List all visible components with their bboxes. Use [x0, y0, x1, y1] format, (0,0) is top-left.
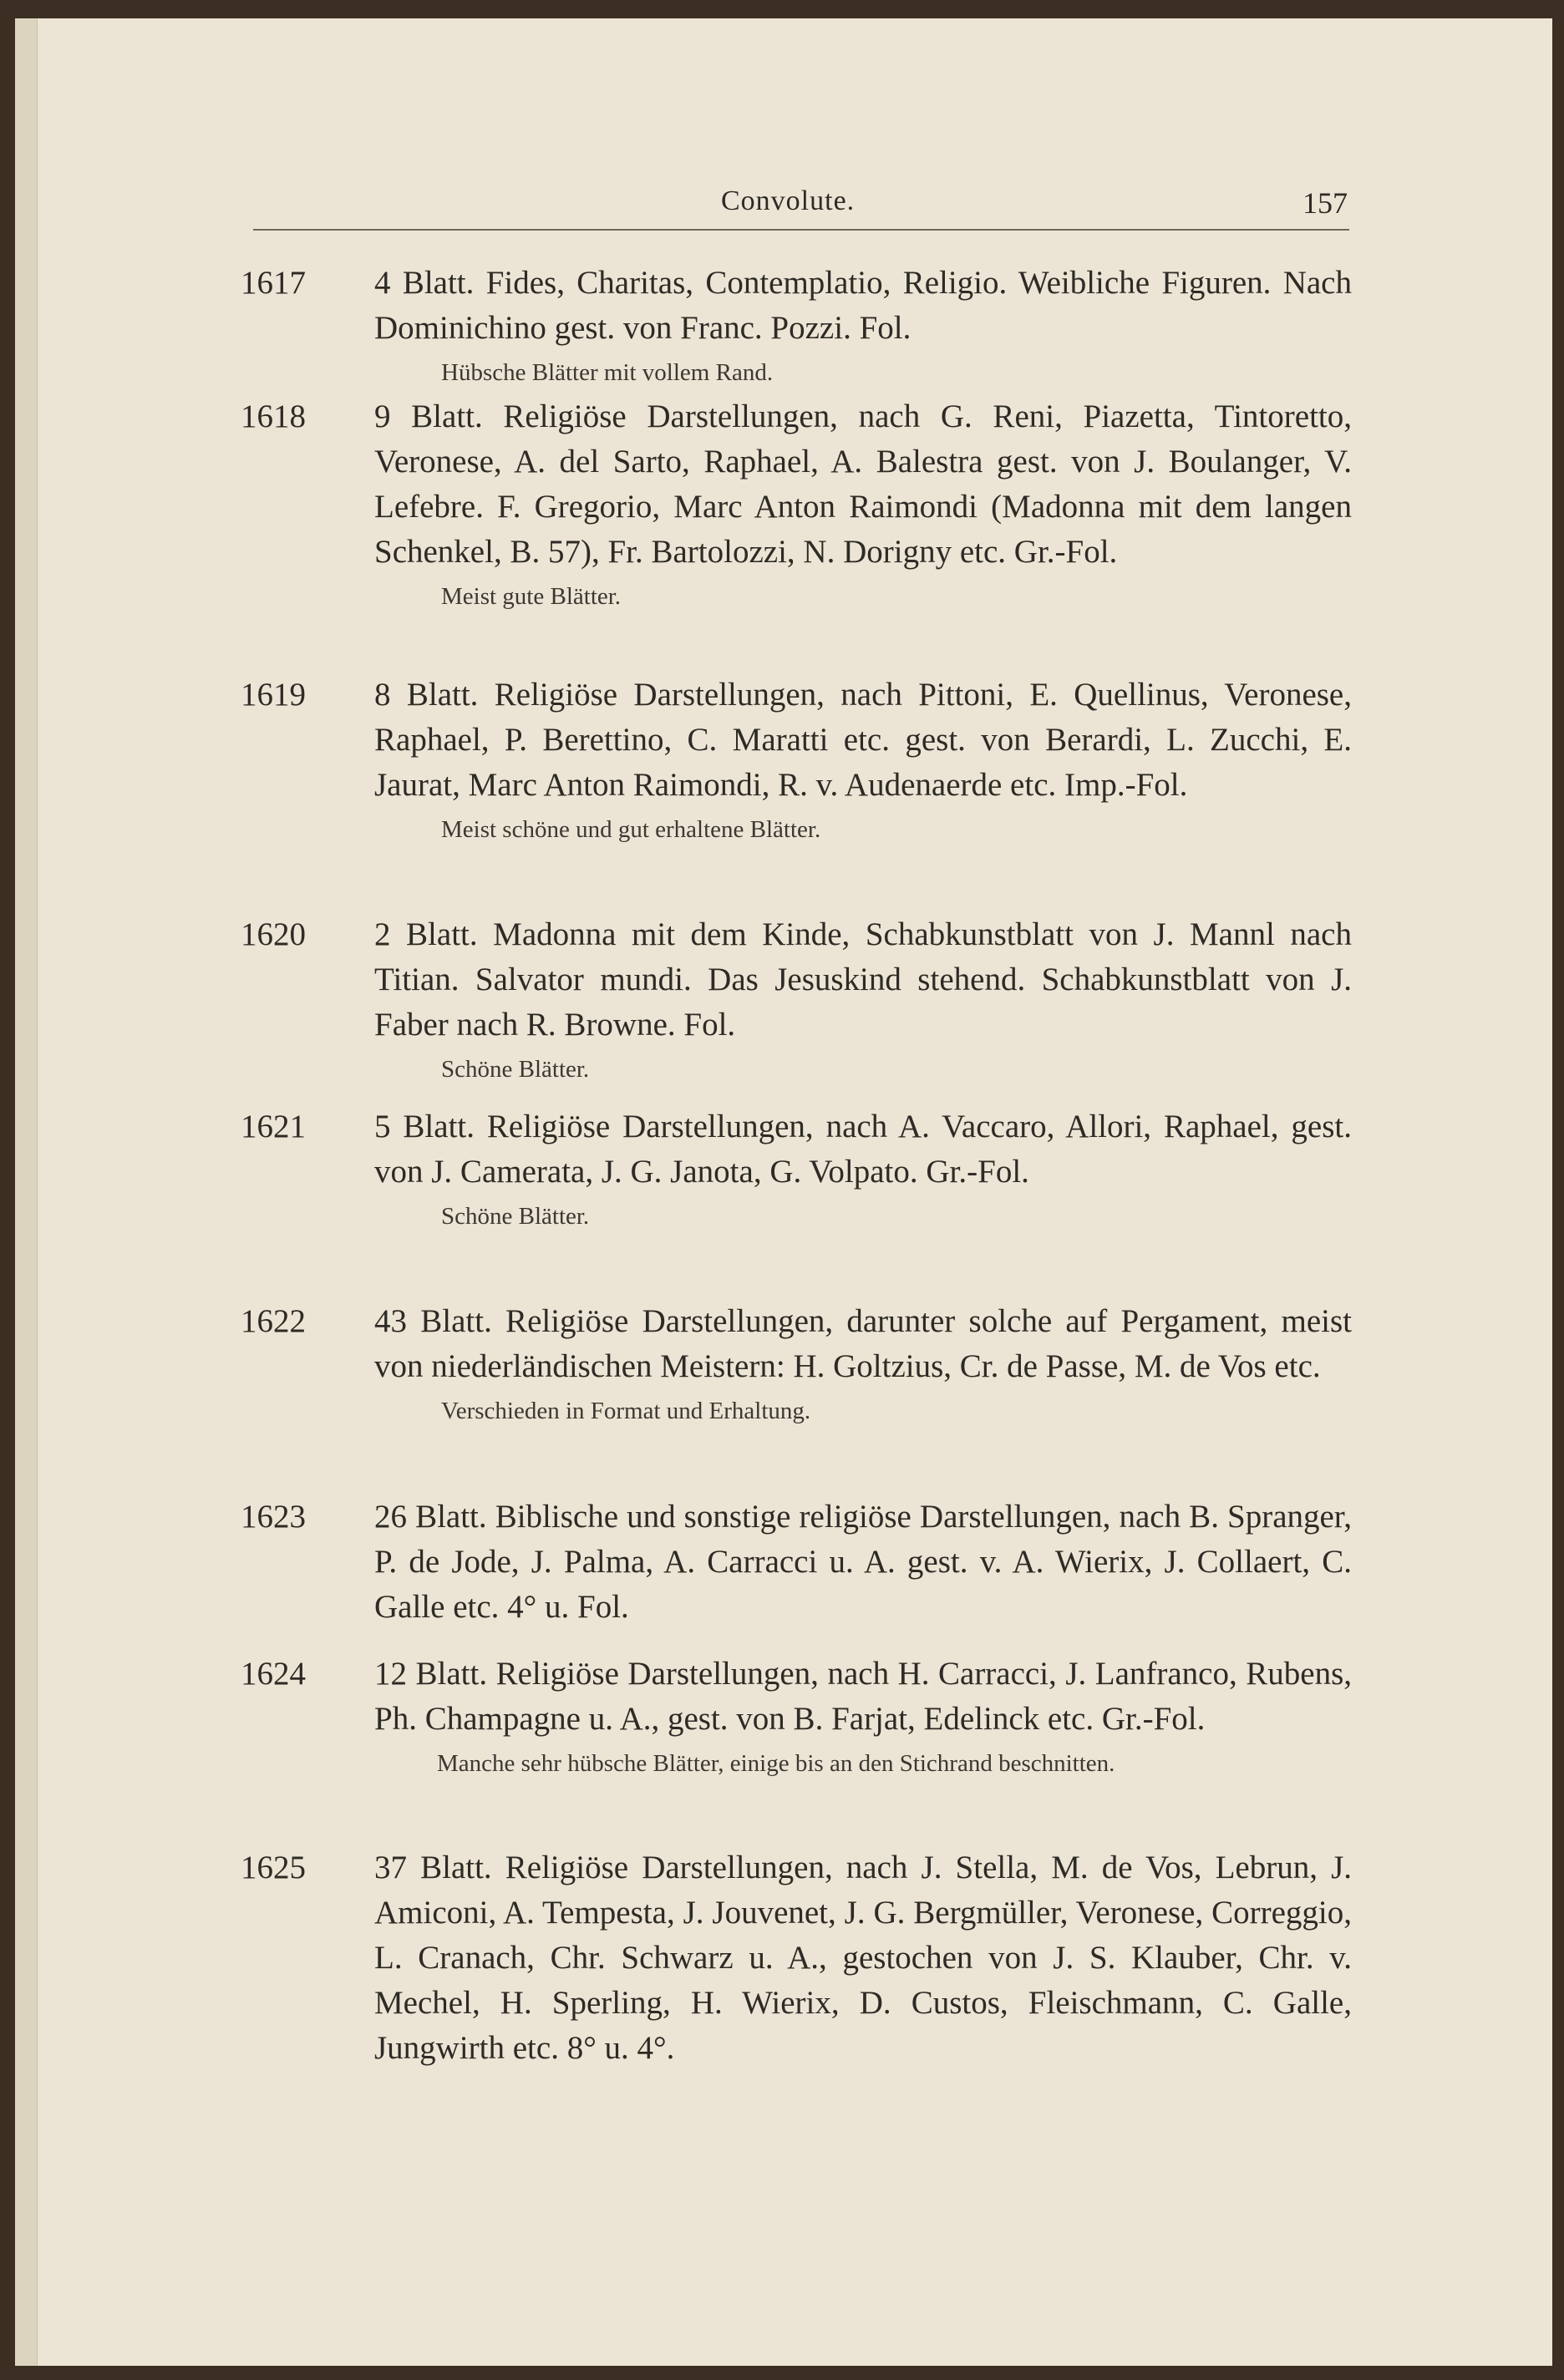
catalog-entry: [241, 1104, 1352, 1233]
entry-number: 1620: [241, 916, 306, 952]
catalog-entry: [241, 394, 1352, 613]
entry-text: 5 Blatt. Religiöse Darstellungen, nach A. Vaccaro, Allori, Raphael, gest. von J. Camerata, J. G. Janota, G. Volpato. Gr.-Fol.: [374, 1109, 1352, 1190]
entry-text: 12 Blatt. Religiöse Darstellungen, nach H. Carracci, J. Lanfranco, Rubens, Ph. Champagne u. A., gest. von B. Farjat, Edelinck etc. Gr.-Fol.: [374, 1656, 1352, 1737]
page-number: 157: [1302, 186, 1348, 220]
entry-number: 1623: [241, 1499, 306, 1535]
entry-note: Meist gute Blätter.: [441, 583, 622, 610]
catalog-entry: [241, 261, 1352, 389]
entry-number: 1624: [241, 1656, 306, 1692]
page-header: [253, 179, 1349, 231]
entry-number: 1621: [241, 1109, 306, 1144]
entry-number: 1625: [241, 1850, 306, 1885]
entry-text: 4 Blatt. Fides, Charitas, Contemplatio, Religio. Weibliche Figuren. Nach Dominichino gest. von Franc. Pozzi. Fol.: [374, 265, 1352, 346]
entry-text: 37 Blatt. Religiöse Darstellungen, nach J. Stella, M. de Vos, Lebrun, J. Amiconi, A. Tempesta, J. Jouvenet, J. G. Bergmüller, Veronese, Correggio, L. Cranach, Chr. Schwarz u. A., gestochen von J. S. Klauber, Chr. v. Mechel, H. Sperling, H. Wierix, D. Custos, Fleischmann, C. Galle, Jungwirth etc. 8° u. 4°.: [374, 1850, 1352, 2066]
catalog-entry: [241, 912, 1352, 1086]
running-title: Convolute.: [721, 185, 856, 216]
entry-number: 1619: [241, 677, 306, 713]
catalog-page: [15, 18, 1552, 2366]
entry-text: 43 Blatt. Religiöse Darstellungen, darunter solche auf Pergament, meist von niederländischen Meistern: H. Goltzius, Cr. de Passe, M. de Vos etc.: [374, 1303, 1352, 1384]
entry-text: 9 Blatt. Religiöse Darstellungen, nach G. Reni, Piazetta, Tintoretto, Veronese, A. del Sarto, Raphael, A. Balestra gest. von J. Boulanger, V. Lefebre. F. Gregorio, Marc Anton Raimondi (Madonna mit dem langen Schenkel, B. 57), Fr. Bartolozzi, N. Dorigny etc. Gr.-Fol.: [374, 398, 1352, 570]
entry-number: 1617: [241, 265, 306, 301]
page-gutter: [15, 18, 38, 2366]
catalog-entry: [241, 1652, 1352, 1780]
catalog-entry: [241, 1494, 1352, 1630]
entry-note: Schöne Blätter.: [441, 1203, 590, 1230]
entry-text: 26 Blatt. Biblische und sonstige religiöse Darstellungen, nach B. Spranger, P. de Jode, J. Palma, A. Carracci u. A. gest. v. A. Wierix, J. Collaert, C. Galle etc. 4° u. Fol.: [374, 1499, 1352, 1625]
catalog-entry: [241, 672, 1352, 846]
entry-number: 1622: [241, 1303, 306, 1339]
entry-note: Schöne Blätter.: [441, 1056, 590, 1083]
entry-number: 1618: [241, 398, 306, 434]
catalog-entry: [241, 1845, 1352, 2071]
catalog-entry: [241, 1299, 1352, 1428]
entry-text: 8 Blatt. Religiöse Darstellungen, nach Pittoni, E. Quellinus, Veronese, Raphael, P. Berettino, C. Maratti etc. gest. von Berardi, L. Zucchi, E. Jaurat, Marc Anton Raimondi, R. v. Audenaerde etc. Imp.-Fol.: [374, 677, 1352, 803]
entry-note: Meist schöne und gut erhaltene Blätter.: [441, 816, 821, 843]
entry-note: Manche sehr hübsche Blätter, einige bis an den Stichrand beschnitten.: [437, 1750, 1115, 1777]
entry-note: Verschieden in Format und Erhaltung.: [441, 1398, 811, 1424]
entry-text: 2 Blatt. Madonna mit dem Kinde, Schabkunstblatt von J. Mannl nach Titian. Salvator mundi. Das Jesuskind stehend. Schabkunstblatt von J. Faber nach R. Browne. Fol.: [374, 916, 1352, 1043]
entry-note: Hübsche Blätter mit vollem Rand.: [441, 359, 774, 386]
